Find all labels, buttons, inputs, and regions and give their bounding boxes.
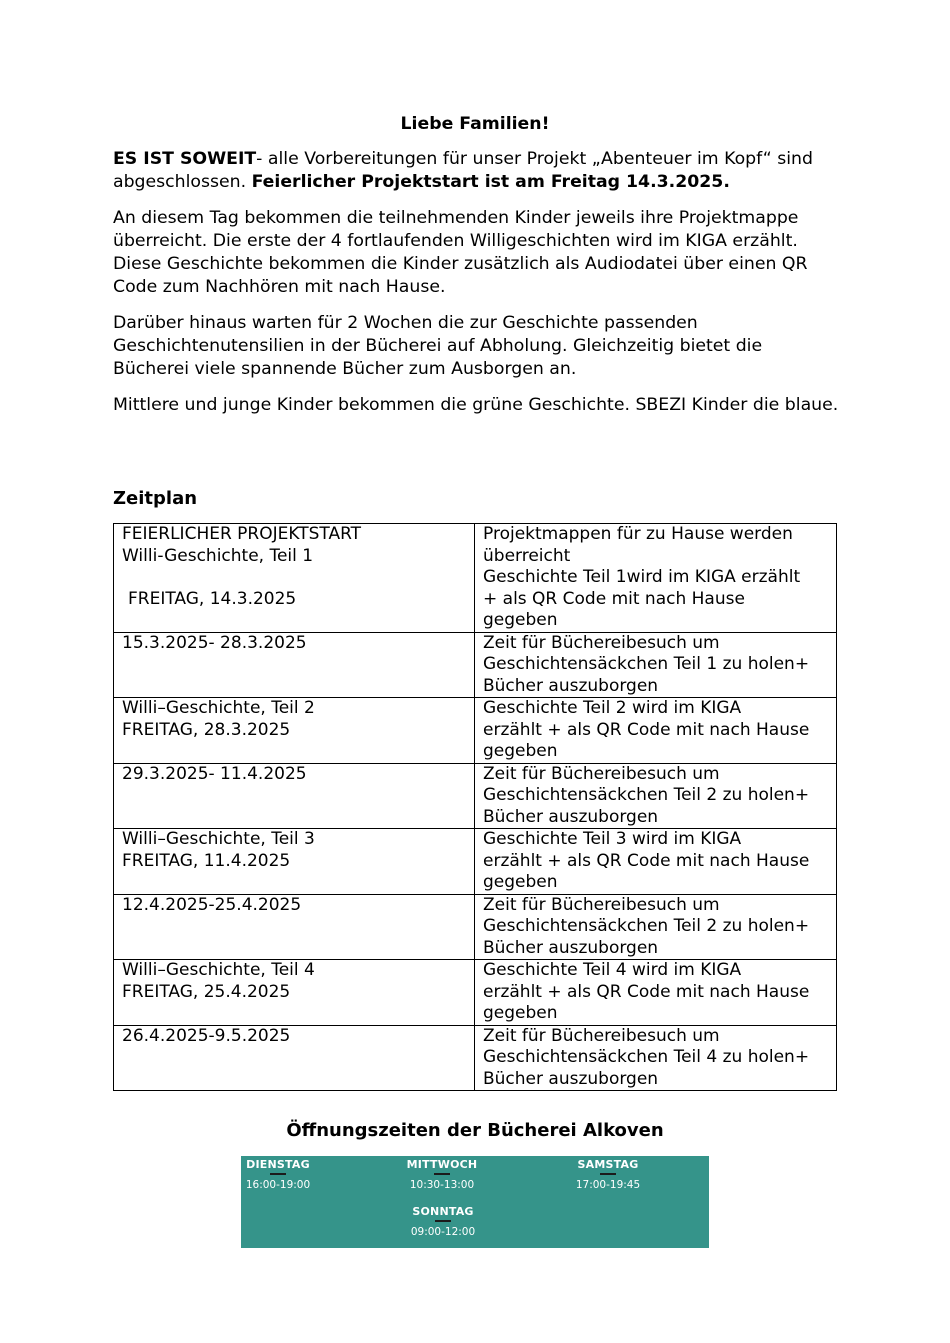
hours-heading: Öffnungszeiten der Bücherei Alkoven (286, 1120, 664, 1141)
cell-line: gegeben (483, 1003, 558, 1023)
day-time: 17:00-19:45 (575, 1179, 641, 1191)
cell-line: Zeit für Büchereibesuch um (483, 1025, 720, 1046)
schedule-heading: Zeitplan (113, 488, 198, 509)
schedule-table (113, 523, 837, 1091)
schedule-date-cell (114, 763, 475, 829)
cell-line: Zeit für Büchereibesuch um (483, 763, 720, 784)
schedule-date-cell (114, 524, 475, 633)
cell-line: Geschichte Teil 4 wird im KIGA (483, 960, 742, 980)
cell-line: gegeben (483, 610, 558, 630)
day-name: DIENSTAG (246, 1158, 310, 1171)
cell-line: FREITAG, 14.3.2025 (128, 588, 297, 609)
cell-line: Willi–Geschichte, Teil 3 (122, 829, 315, 849)
table-row (114, 524, 837, 633)
schedule-description-cell (475, 632, 837, 698)
paragraph-project-day: An diesem Tag bekommen die teilnehmenden Kinder jeweils ihre Projektmappe überreicht. Die erste der 4 fortlaufenden Willigeschichten wird im KIGA erzählt. Diese Geschichte bekommen die Kinder zusätzlich als Audiodatei über einen QR Code zum Nachhören mit nach Hause. (113, 208, 808, 297)
paragraph-story-colors: Mittlere und junge Kinder bekommen die grüne Geschichte. SBEZI Kinder die blaue. (113, 395, 839, 415)
table-row (114, 1025, 837, 1091)
schedule-date-cell (114, 1025, 475, 1091)
greeting: Liebe Familien! (400, 114, 550, 134)
cell-line: Zeit für Büchereibesuch um (483, 894, 720, 915)
cell-line: 26.4.2025-9.5.2025 (122, 1025, 291, 1046)
cell-line: gegeben (483, 741, 558, 761)
intro-bold-end: Feierlicher Projektstart ist am Freitag 14.3.2025. (251, 172, 730, 192)
divider (435, 1220, 451, 1222)
cell-line: FREITAG, 25.4.2025 (122, 981, 291, 1002)
cell-line: Bücher auszuborgen (483, 675, 659, 696)
schedule-date-cell (114, 829, 475, 895)
day-name: SAMSTAG (577, 1158, 639, 1171)
cell-line: Geschichte Teil 1wird im KIGA erzählt (483, 567, 801, 587)
schedule-description-cell (475, 960, 837, 1026)
cell-line: Geschichtensäckchen Teil 1 zu holen+ (483, 654, 810, 674)
intro-text: - alle Vorbereitungen für unser Projekt „Abenteuer im Kopf“ sind abgeschlossen. (113, 149, 813, 192)
day-name: MITTWOCH (406, 1158, 478, 1171)
table-row (114, 632, 837, 698)
day-time: 10:30-13:00 (409, 1179, 475, 1191)
paragraph-library: Darüber hinaus warten für 2 Wochen die zur Geschichte passenden Geschichtenutensilien in der Bücherei auf Abholung. Gleichzeitig bietet die Bücherei viele spannende Bücher zum Ausborgen an. (113, 313, 763, 379)
cell-line: 29.3.2025- 11.4.2025 (122, 763, 307, 784)
cell-line: Projektmappen für zu Hause werden (483, 524, 793, 544)
table-row (114, 894, 837, 960)
table-row (114, 829, 837, 895)
table-row (114, 698, 837, 764)
cell-line: Willi-Geschichte, Teil 1 (122, 545, 314, 566)
divider (600, 1173, 616, 1175)
cell-line: + als QR Code mit nach Hause (483, 588, 745, 609)
cell-line: Willi–Geschichte, Teil 2 (122, 698, 315, 718)
hours-day-wednesday (382, 1158, 502, 1192)
cell-line: Geschichtensäckchen Teil 4 zu holen+ (483, 1047, 810, 1067)
day-name: SONNTAG (412, 1205, 474, 1218)
cell-line: erzählt + als QR Code mit nach Hause (483, 981, 810, 1002)
cell-line: Geschichtensäckchen Teil 2 zu holen+ (483, 785, 810, 805)
schedule-description-cell (475, 763, 837, 829)
intro-paragraph (113, 148, 843, 194)
cell-line: Bücher auszuborgen (483, 806, 659, 827)
cell-line: erzählt + als QR Code mit nach Hause (483, 850, 810, 871)
cell-line: Bücher auszuborgen (483, 1068, 659, 1089)
divider (270, 1173, 286, 1175)
schedule-date-cell (114, 960, 475, 1026)
table-row (114, 960, 837, 1026)
day-time: 16:00-19:00 (245, 1179, 311, 1191)
schedule-description-cell (475, 829, 837, 895)
cell-line: FEIERLICHER PROJEKTSTART (122, 524, 362, 544)
cell-line: 15.3.2025- 28.3.2025 (122, 632, 307, 653)
schedule-date-cell (114, 698, 475, 764)
cell-line: Geschichte Teil 3 wird im KIGA (483, 829, 742, 849)
divider (434, 1173, 450, 1175)
cell-line: Geschichtensäckchen Teil 2 zu holen+ (483, 916, 810, 936)
cell-line: Bücher auszuborgen (483, 937, 659, 958)
cell-line: überreicht (483, 545, 571, 566)
cell-line: Zeit für Büchereibesuch um (483, 632, 720, 653)
cell-line: FREITAG, 28.3.2025 (122, 719, 291, 740)
schedule-description-cell (475, 894, 837, 960)
intro-bold-start: ES IST SOWEIT (113, 149, 257, 169)
cell-line: Geschichte Teil 2 wird im KIGA (483, 698, 742, 718)
table-row (114, 763, 837, 829)
cell-line: FREITAG, 11.4.2025 (122, 850, 291, 871)
cell-line: 12.4.2025-25.4.2025 (122, 894, 302, 915)
opening-hours-panel (241, 1156, 709, 1248)
schedule-date-cell (114, 632, 475, 698)
cell-line: erzählt + als QR Code mit nach Hause (483, 719, 810, 740)
schedule-description-cell (475, 698, 837, 764)
cell-line: Willi–Geschichte, Teil 4 (122, 960, 315, 980)
hours-day-sunday (383, 1205, 503, 1239)
hours-day-saturday (548, 1158, 668, 1192)
schedule-description-cell (475, 1025, 837, 1091)
schedule-description-cell (475, 524, 837, 633)
cell-line: gegeben (483, 872, 558, 892)
hours-day-tuesday (218, 1158, 338, 1192)
day-time: 09:00-12:00 (410, 1226, 476, 1238)
schedule-date-cell (114, 894, 475, 960)
